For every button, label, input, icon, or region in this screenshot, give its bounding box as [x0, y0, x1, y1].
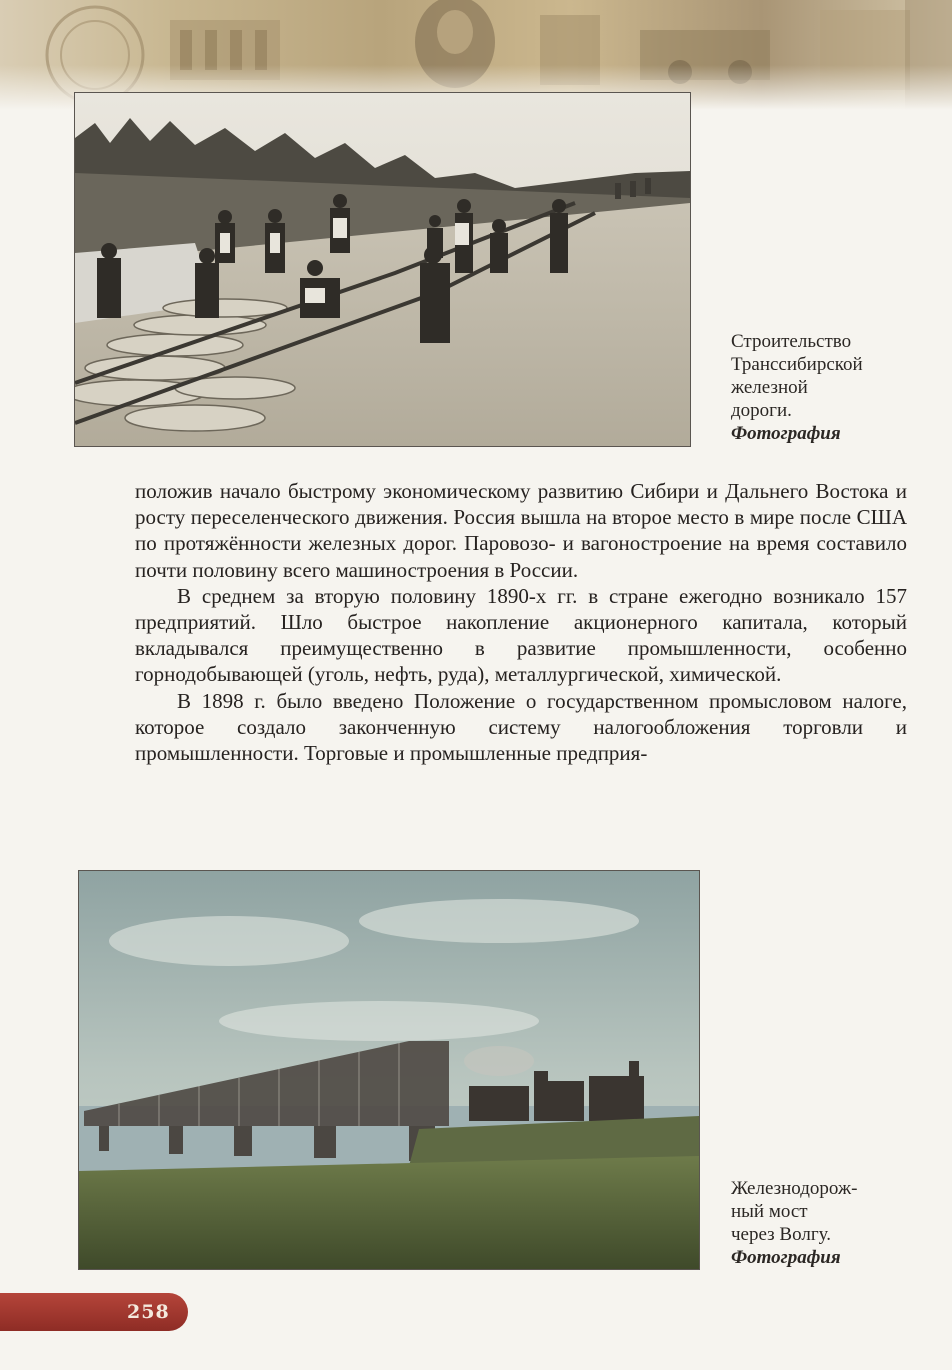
page-number: 258: [127, 1301, 170, 1323]
railway-construction-photo: [74, 92, 691, 447]
photo-caption-2: [731, 1177, 931, 1269]
volga-bridge-photo: [78, 870, 700, 1270]
caption-line: железной: [731, 377, 808, 398]
caption-source: Фотография: [731, 1247, 841, 1268]
caption-line: Транссибирской: [731, 354, 863, 375]
caption-line: Железнодорож-: [731, 1178, 858, 1199]
caption-line: Строительство: [731, 331, 852, 352]
paragraph: В среднем за вторую половину 1890-х гг. в стране ежегодно возникало 157 предприятий. Шло быстрое накопление акционерного капитала, который вкладывался преимущественно в развитие промышленности, особенно горнодобывающей (уголь, нефть, руда), металлургической, химической.: [135, 583, 907, 687]
body-text: [135, 478, 907, 766]
photo-caption-1: [731, 330, 931, 445]
paragraph: В 1898 г. было введено Положение о государственном промысловом налоге, которое создало законченную систему налогообложения торговли и промышленности. Торговые и промышленные предприя-: [135, 688, 907, 766]
caption-line: ный мост: [731, 1201, 808, 1222]
caption-source: Фотография: [731, 423, 841, 444]
caption-line: через Волгу.: [731, 1224, 831, 1245]
paragraph: положив начало быстрому экономическому развитию Сибири и Дальнего Востока и росту переселенческого движения. Россия вышла на второе место в мире после США по протяжённости железных дорог. Паровозо- и вагоностроение на время составило почти половину всего машиностроения в России.: [135, 479, 907, 582]
caption-line: дороги.: [731, 400, 792, 421]
